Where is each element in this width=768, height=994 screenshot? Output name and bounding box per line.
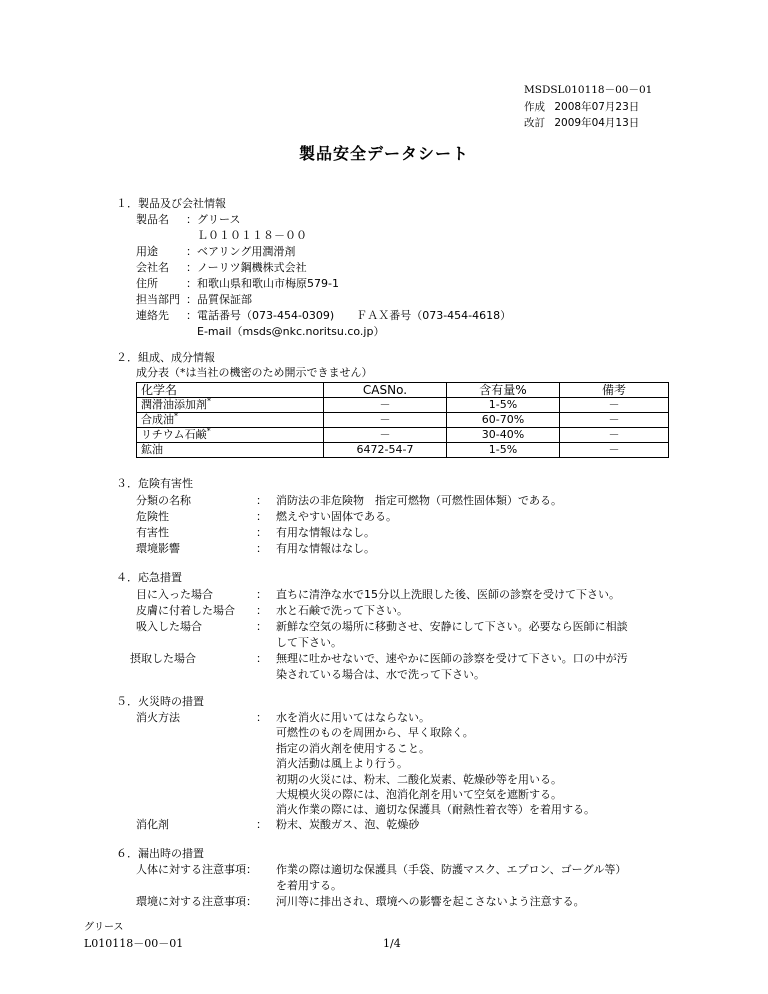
table-row — [137, 413, 669, 428]
composition-note: 成分表（*は当社の機密のため開示できません） — [136, 366, 373, 379]
chemical-name: 合成油 — [141, 413, 174, 426]
hazard-label: 危険性 — [136, 510, 169, 523]
revised-label: 改訂 — [524, 117, 545, 129]
extinguishing-agent-value: 粉末、炭酸ガス、泡、乾燥砂 — [276, 818, 420, 831]
section-1-heading: １．製品及び会社情報 — [116, 197, 226, 210]
first-aid-colon: ： — [256, 652, 267, 665]
first-aid-colon: ： — [256, 620, 267, 633]
first-aid-value: 直ちに清浄な水で15分以上洗眼した後、医師の診察を受けて下さい。 — [276, 588, 620, 601]
cell-content: 60-70% — [447, 413, 560, 428]
extinguishing-agent-colon: ： — [256, 818, 267, 831]
spill-value: を着用する。 — [276, 879, 342, 892]
extinguishing-method-line: 可燃性のものを周囲から、早く取除く。 — [276, 726, 474, 740]
cell-chemical-name — [137, 428, 324, 443]
company-info-value: ：グリース — [186, 213, 241, 226]
col-content: 含有量% — [447, 383, 560, 398]
chemical-name: リチウム石鹸 — [141, 428, 207, 441]
footer-page-number: 1/4 — [383, 937, 401, 950]
col-cas-no: CASNo. — [324, 383, 447, 398]
company-info-value: E-mail（msds@nkc.noritsu.co.jp） — [186, 325, 385, 338]
first-aid-label: 皮膚に付着した場合 — [136, 604, 235, 617]
company-info-value: Ｌ０１０１１８－００ — [186, 229, 307, 242]
first-aid-value: 新鮮な空気の場所に移動させ、安静にして下さい。必要なら医師に相談 — [276, 620, 628, 633]
first-aid-label: 目に入った場合 — [136, 588, 213, 601]
chemical-name: 鉱油 — [141, 443, 163, 456]
company-info-label: 住所 — [136, 277, 158, 290]
confidential-mark: * — [207, 396, 211, 406]
chemical-name: 潤滑油添加剤 — [141, 398, 207, 411]
spill-value: 河川等に排出され、環境への影響を起こさないよう注意する。 — [276, 895, 585, 908]
section-3-heading: ３．危険有害性 — [116, 477, 193, 490]
first-aid-label: 吸入した場合 — [136, 620, 202, 633]
cell-chemical-name — [137, 398, 324, 413]
created-label: 作成 — [524, 101, 545, 113]
col-chemical-name: 化学名 — [137, 383, 324, 398]
extinguishing-method-line: 消火活動は風上より行う。 — [276, 757, 408, 771]
hazard-label: 有害性 — [136, 526, 169, 539]
first-aid-colon: ： — [256, 588, 267, 601]
confidential-mark: * — [206, 426, 211, 436]
created-line — [524, 99, 639, 115]
cell-remarks: － — [560, 443, 669, 458]
first-aid-label: 摂取した場合 — [130, 652, 196, 665]
cell-cas-no: － — [324, 413, 447, 428]
cell-remarks: － — [560, 398, 669, 413]
first-aid-colon: ： — [256, 604, 267, 617]
extinguishing-method-line: 初期の火災には、粉末、二酸化炭素、乾燥砂等を用いる。 — [276, 772, 562, 786]
hazard-colon: ： — [256, 542, 267, 555]
extinguishing-method-line: 指定の消火剤を使用すること。 — [276, 741, 430, 755]
col-remarks: 備考 — [560, 383, 669, 398]
first-aid-value: して下さい。 — [276, 636, 342, 649]
extinguishing-method-line: 大規模火災の際には、泡消化剤を用いて空気を遮断する。 — [276, 788, 562, 801]
cell-remarks: － — [560, 413, 669, 428]
section-6-heading: ６．漏出時の措置 — [116, 847, 204, 860]
section-2-heading: ２．組成、成分情報 — [116, 351, 215, 364]
table-header-row — [137, 383, 669, 398]
cell-content: 1-5% — [447, 443, 560, 458]
company-info-value: ：和歌山県和歌山市梅原579-1 — [186, 277, 339, 290]
first-aid-value: 水と石鹸で洗って下さい。 — [276, 604, 408, 617]
spill-label: 人体に対する注意事項： — [136, 863, 257, 876]
cell-cas-no: 6472-54-7 — [324, 443, 447, 458]
company-info-value: ：電話番号（073-454-0309) ＦＡＸ番号（073-454-4618） — [186, 309, 512, 322]
extinguishing-method-line: 消火作業の際には、適切な保護具（耐熱性着衣等）を着用する。 — [276, 803, 595, 817]
cell-chemical-name — [137, 413, 324, 428]
hazard-label: 環境影響 — [136, 542, 180, 555]
confidential-mark: * — [174, 411, 178, 421]
cell-content: 1-5% — [447, 398, 560, 413]
company-info-value: ：ノーリツ鋼機株式会社 — [186, 261, 307, 274]
spill-value: 作業の際は適切な保護具（手袋、防護マスク、エプロン、ゴーグル等） — [276, 863, 627, 876]
first-aid-value: 染されている場合は、水で洗って下さい。 — [276, 668, 485, 681]
revised-date: 2009年04月13日 — [554, 117, 640, 129]
footer-product: グリース — [84, 922, 124, 933]
extinguishing-agent-label: 消化剤 — [136, 818, 169, 831]
page-title: 製品安全データシート — [298, 144, 469, 163]
first-aid-value: 無理に吐かせないで、速やかに医師の診察を受けて下さい。口の中が汚 — [276, 652, 628, 665]
company-info-label: 担当部門 — [136, 293, 180, 306]
hazard-value: 有用な情報はなし。 — [276, 526, 375, 539]
extinguishing-method-line: 水を消火に用いてはならない。 — [276, 711, 430, 724]
company-info-value: ：品質保証部 — [186, 293, 252, 306]
table-row — [137, 428, 669, 443]
hazard-colon: ： — [256, 526, 267, 539]
hazard-value: 消防法の非危険物 指定可燃物（可燃性固体類）である。 — [276, 494, 562, 507]
hazard-value: 有用な情報はなし。 — [276, 542, 375, 555]
company-info-value: ：ベアリング用潤滑剤 — [186, 245, 296, 258]
revised-line — [524, 115, 639, 131]
extinguishing-method-label: 消火方法 — [136, 711, 180, 724]
table-row — [137, 398, 669, 413]
cell-chemical-name — [137, 443, 324, 458]
created-date: 2008年07月23日 — [554, 101, 640, 113]
cell-cas-no: － — [324, 428, 447, 443]
table-row — [137, 443, 669, 458]
company-info-label: 製品名 — [136, 213, 169, 226]
composition-table — [136, 382, 669, 458]
company-info-label: 連絡先 — [136, 309, 169, 322]
section-4-heading: ４．応急措置 — [116, 571, 182, 584]
cell-content: 30-40% — [447, 428, 560, 443]
company-info-label: 会社名 — [136, 261, 169, 274]
footer-document-id: L010118－00－01 — [84, 937, 184, 950]
hazard-colon: ： — [256, 494, 267, 507]
spill-label: 環境に対する注意事項： — [136, 895, 257, 908]
company-info-label: 用途 — [136, 245, 158, 258]
extinguishing-method-colon: ： — [256, 711, 267, 724]
hazard-value: 燃えやすい固体である。 — [276, 510, 397, 523]
hazard-label: 分類の名称 — [136, 494, 191, 507]
cell-remarks: － — [560, 428, 669, 443]
cell-cas-no: － — [324, 398, 447, 413]
document-id: MSDSL010118－00－01 — [524, 84, 653, 96]
hazard-colon: ： — [256, 510, 267, 523]
section-5-heading: ５．火災時の措置 — [116, 695, 204, 708]
